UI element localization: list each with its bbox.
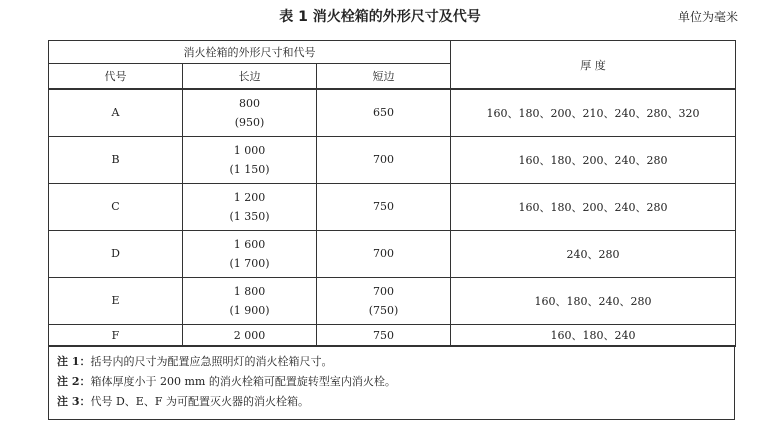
cell-long [183,230,317,277]
cell-short [317,277,451,324]
short-alt-value: (750) [368,303,399,317]
cell-thickness: 240、280 [451,230,736,277]
cell-code: D [49,230,183,277]
cell-long: 2 000 [183,324,317,346]
dimensions-table [48,40,736,347]
cell-short [317,89,451,136]
cell-long [183,277,317,324]
header-short: 短边 [317,64,451,90]
table-row [49,324,736,346]
long-value: 1 800 [233,284,266,298]
cell-short: 750 [317,324,451,346]
notes-box [48,345,735,420]
note-label: 注 3： [57,395,91,408]
cell-short [317,183,451,230]
note-text: 代号 D、E、F 为可配置灭火器的消火栓箱。 [90,395,309,408]
note-label: 注 1： [57,355,91,368]
table-row [49,277,736,324]
cell-short [317,230,451,277]
note-3 [57,392,726,412]
cell-thickness: 160、180、240、280 [451,277,736,324]
long-value: 1 200 [233,190,266,204]
header-group: 消火栓箱的外形尺寸和代号 [49,41,451,64]
note-2 [57,372,726,392]
long-alt-value: (1 350) [229,209,270,223]
cell-thickness: 160、180、240 [451,324,736,346]
note-label: 注 2： [57,375,91,388]
long-value: 1 000 [233,143,266,157]
cell-code: A [49,89,183,136]
table-title: 表 1 消火栓箱的外形尺寸及代号 [279,9,481,25]
cell-thickness: 160、180、200、240、280 [451,183,736,230]
short-value: 650 [373,106,394,120]
table-row [49,230,736,277]
long-alt-value: (1 150) [229,162,270,176]
short-value: 700 [373,153,394,166]
short-value: 700 [373,247,394,260]
unit-label: 单位为毫米 [677,10,738,24]
header-code: 代号 [49,64,183,90]
cell-thickness: 160、180、200、210、240、280、320 [451,89,736,136]
header-thickness: 厚 度 [451,41,736,90]
table-row [49,136,736,183]
cell-code: C [49,183,183,230]
cell-long [183,136,317,183]
cell-code: F [49,324,183,346]
note-text: 括号内的尺寸为配置应急照明灯的消火栓箱尺寸。 [90,355,333,368]
table-row [49,89,736,136]
note-1 [57,352,726,372]
table-row [49,183,736,230]
cell-code: E [49,277,183,324]
note-text: 箱体厚度小于 200 mm 的消火栓箱可配置旋转型室内消火栓。 [90,375,396,388]
header-long: 长边 [183,64,317,90]
long-value: 800 [239,96,260,110]
long-alt-value: (950) [234,115,265,129]
cell-thickness: 160、180、200、240、280 [451,136,736,183]
long-value: 1 600 [233,237,266,251]
cell-long [183,183,317,230]
short-value: 750 [373,200,394,213]
long-alt-value: (1 700) [229,256,270,270]
long-alt-value: (1 900) [229,303,270,317]
cell-long [183,89,317,136]
short-value: 700 [373,284,394,298]
cell-short [317,136,451,183]
cell-code: B [49,136,183,183]
